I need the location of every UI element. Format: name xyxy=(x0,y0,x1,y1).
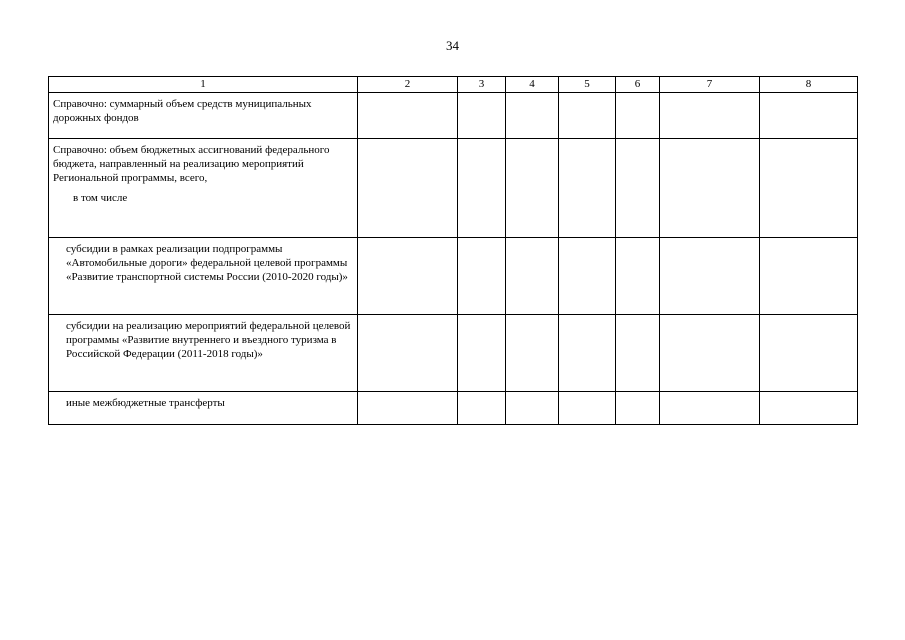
table-cell xyxy=(616,93,660,139)
column-header: 1 xyxy=(49,77,358,93)
table-cell xyxy=(458,93,506,139)
table-cell xyxy=(616,315,660,392)
table-cell xyxy=(559,139,616,238)
row-label: Справочно: суммарный объем средств муниципальных дорожных фондов xyxy=(49,93,358,139)
column-header: 8 xyxy=(760,77,858,93)
table-cell xyxy=(358,315,458,392)
data-table xyxy=(48,76,858,425)
table-cell xyxy=(358,392,458,425)
table-cell xyxy=(660,139,760,238)
table-cell xyxy=(760,392,858,425)
table-cell xyxy=(760,139,858,238)
table-row xyxy=(49,315,858,392)
table-cell xyxy=(559,392,616,425)
column-header: 3 xyxy=(458,77,506,93)
table-cell xyxy=(760,238,858,315)
table-header-row xyxy=(49,77,858,93)
table-cell xyxy=(660,238,760,315)
row-label: субсидии на реализацию мероприятий федеральной целевой программы «Развитие внутреннего и въездного туризма в Российской Федерации (2011-2018 годы)» xyxy=(49,315,358,392)
page-number: 34 xyxy=(446,38,459,53)
table-row xyxy=(49,93,858,139)
row-label: субсидии в рамках реализации подпрограммы «Автомобильные дороги» федеральной целевой программы «Развитие транспортной системы России (2010-2020 годы)» xyxy=(49,238,358,315)
table-cell xyxy=(559,238,616,315)
row-label-cell xyxy=(49,139,358,238)
row-label: иные межбюджетные трансферты xyxy=(49,392,358,425)
table-cell xyxy=(559,93,616,139)
table-row xyxy=(49,392,858,425)
table-cell xyxy=(358,93,458,139)
table-cell xyxy=(458,392,506,425)
table-cell xyxy=(660,93,760,139)
table-row xyxy=(49,238,858,315)
table-cell xyxy=(616,238,660,315)
table-cell xyxy=(660,315,760,392)
table-cell xyxy=(506,139,559,238)
table-cell xyxy=(506,93,559,139)
table-row xyxy=(49,139,858,238)
column-header: 2 xyxy=(358,77,458,93)
table-cell xyxy=(559,315,616,392)
table-cell xyxy=(358,238,458,315)
table-cell xyxy=(506,315,559,392)
table-cell xyxy=(660,392,760,425)
table-cell xyxy=(458,315,506,392)
table-cell xyxy=(358,139,458,238)
table-cell xyxy=(616,392,660,425)
column-header: 4 xyxy=(506,77,559,93)
table-cell xyxy=(760,93,858,139)
row-label: Справочно: объем бюджетных ассигнований федерального бюджета, направленный на реализацию мероприятий Региональной программы, всего, xyxy=(53,144,330,184)
table-cell xyxy=(458,139,506,238)
table-cell xyxy=(506,392,559,425)
row-sublabel: в том числе xyxy=(73,192,128,204)
column-header: 7 xyxy=(660,77,760,93)
table-cell xyxy=(616,139,660,238)
table-cell xyxy=(760,315,858,392)
column-header: 6 xyxy=(616,77,660,93)
table-cell xyxy=(458,238,506,315)
column-header: 5 xyxy=(559,77,616,93)
table-cell xyxy=(506,238,559,315)
